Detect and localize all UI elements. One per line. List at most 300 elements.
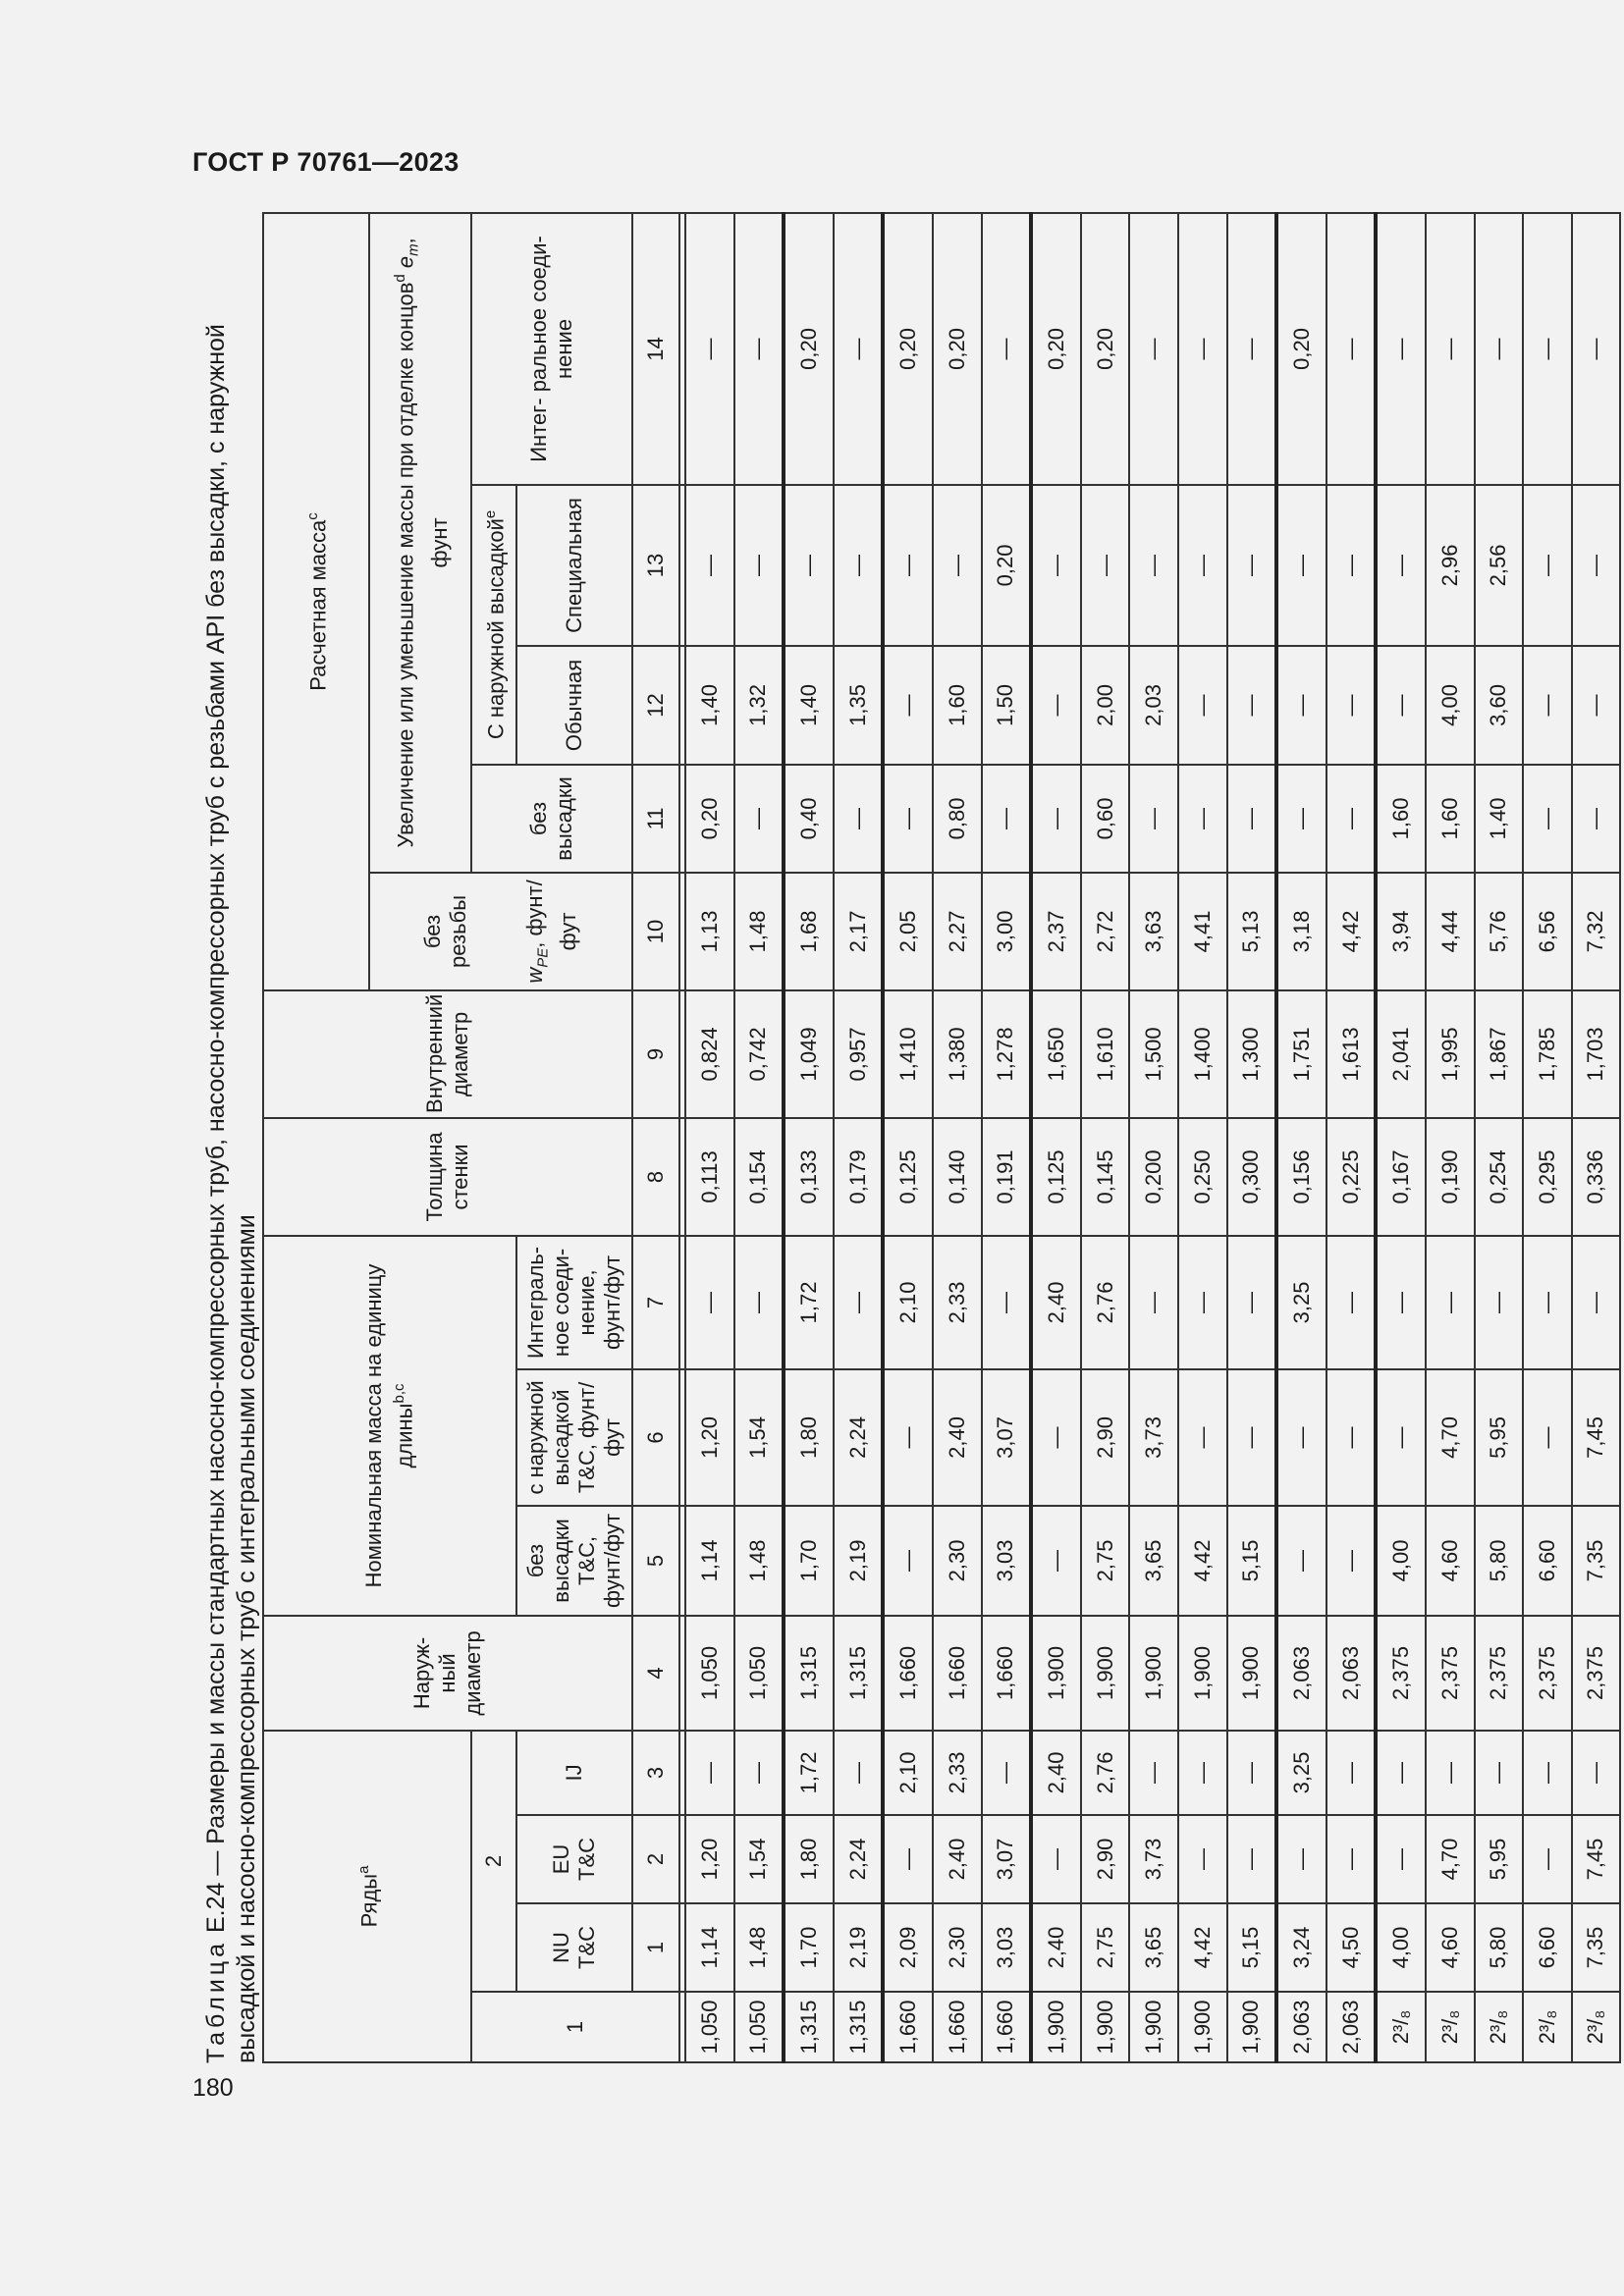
table-cell: — [1178,213,1227,485]
table-cell: 0,125 [883,1118,933,1236]
table-cell: 0,20 [933,213,982,485]
table-cell: 1,14 [685,1506,734,1616]
table-cell: 1,60 [1376,765,1426,873]
table-cell: 2,40 [933,1815,982,1903]
table-cell: 2,375 [1523,1616,1572,1731]
table-cell: 2,10 [883,1236,933,1369]
table-cell: — [1129,1236,1178,1369]
header-ordinary: Обычная [516,646,632,765]
table-cell: 1,40 [784,646,834,765]
column-number: 2 [632,1815,679,1903]
table-cell: 1,050 [734,1616,785,1731]
table-cell: 4,60 [1426,1903,1475,1992]
table-cell: 0,824 [685,990,734,1118]
table-row [1031,213,1081,2062]
caption-lead: Таблица [202,1939,230,2063]
table-cell: — [1326,1731,1377,1815]
table-cell: — [1572,1236,1621,1369]
table-cell: 2³/₈ [1523,1992,1572,2062]
column-number: 10 [632,873,679,990]
table-cell: 1,72 [784,1731,834,1815]
table-cell: 2,375 [1572,1616,1621,1731]
table-cell: 2,40 [933,1369,982,1506]
table-cell: 4,42 [1326,873,1377,990]
table-cell: 1,900 [1081,1616,1130,1731]
table-cell: 3,00 [982,873,1032,990]
table-cell: 2,05 [883,873,933,990]
table-cell: 2,063 [1326,1616,1377,1731]
table-cell: — [982,765,1032,873]
table-cell: 2,75 [1081,1903,1130,1992]
table-cell: — [1031,646,1081,765]
table-cell: 0,40 [784,765,834,873]
table-cell: 0,154 [734,1118,785,1236]
table-cell: — [1227,646,1277,765]
table-cell: 0,167 [1376,1118,1426,1236]
table-cell: 3,25 [1276,1731,1326,1815]
header-group-2: 2 [471,1731,516,1992]
table-cell: 1,049 [784,990,834,1118]
header-ext-upset-group [471,485,516,765]
table-cell: 1,650 [1031,990,1081,1118]
table-cell: 3,07 [982,1815,1032,1903]
table-cell: 1,785 [1523,990,1572,1118]
table-cell: 2,37 [1031,873,1081,990]
table-cell: 2,33 [933,1236,982,1369]
table-cell: 1,278 [982,990,1032,1118]
table-cell: 3,07 [982,1369,1032,1506]
table-cell: 2,27 [933,873,982,990]
table-cell: 5,15 [1227,1903,1277,1992]
table-cell: — [1178,646,1227,765]
table-cell: — [734,765,785,873]
table-row [1227,213,1277,2062]
table-cell: 1,54 [734,1369,785,1506]
table-cell: — [1426,213,1475,485]
table-row [1129,213,1178,2062]
table-cell: 1,14 [685,1903,734,1992]
table-cell: 2,063 [1326,1992,1377,2062]
column-number: 14 [632,213,679,485]
column-number: 13 [632,485,679,646]
table-cell: — [1031,485,1081,646]
table-cell: 3,03 [982,1506,1032,1616]
table-row [883,213,933,2062]
table-cell: — [1326,646,1377,765]
table-cell: 0,133 [784,1118,834,1236]
header-calc-mass-label: Расчетная масса [305,519,331,691]
table-cell: — [685,1236,734,1369]
table-cell: — [1276,646,1326,765]
header-ext-upset: с наружной высадкой T&C, фунт/фут [516,1369,632,1506]
table-cell: — [1178,485,1227,646]
table-cell: — [982,213,1032,485]
table-cell: 1,900 [1031,1616,1081,1731]
table-cell: — [834,765,884,873]
table-cell: 2,30 [933,1506,982,1616]
table-cell: 3,65 [1129,1506,1178,1616]
header-change-e-sub: m [405,243,422,256]
table-cell: — [1426,1731,1475,1815]
header-no-upset: без высадки T&C, фунт/фут [516,1506,632,1616]
table-row [734,213,785,2062]
header-nominal-mass-sup: b,c [391,1383,408,1404]
table-cell: 4,00 [1376,1506,1426,1616]
table-cell: 6,60 [1523,1903,1572,1992]
table-cell: — [685,485,734,646]
table-row [1572,213,1621,2062]
table-cell: 2,72 [1081,873,1130,990]
table-cell: 1,050 [734,1992,785,2062]
table-cell: — [1475,1731,1524,1815]
table-cell: — [1276,1815,1326,1903]
table-cell: 5,95 [1475,1369,1524,1506]
table-row [1326,213,1377,2062]
table-cell: 0,254 [1475,1118,1524,1236]
table-cell: 0,20 [784,213,834,485]
table-cell: 4,42 [1178,1903,1227,1992]
table-cell: 2,19 [834,1903,884,1992]
table-cell: 1,72 [784,1236,834,1369]
column-number: 9 [632,990,679,1118]
table-cell: 1,48 [734,1903,785,1992]
column-number: 11 [632,765,679,873]
table-cell: 1,80 [784,1369,834,1506]
table-cell: 0,140 [933,1118,982,1236]
table-cell: 5,15 [1227,1506,1277,1616]
header-group-1: 1 [471,1992,679,2062]
header-integral: Интеграль- ное соеди- нение, фунт/фут [516,1236,632,1369]
table-cell: 1,900 [1081,1992,1130,2062]
table-cell: 1,300 [1227,990,1277,1118]
table-row [1475,213,1524,2062]
table-cell: — [1129,213,1178,485]
table-cell: 1,660 [883,1616,933,1731]
table-cell: — [1572,485,1621,646]
table-cell: 7,35 [1572,1903,1621,1992]
table-cell: 0,250 [1178,1118,1227,1236]
table-cell: 1,48 [734,873,785,990]
table-cell: 1,900 [1129,1616,1178,1731]
table-cell: — [1031,1506,1081,1616]
table-cell: — [1376,1731,1426,1815]
table-cell: 2,24 [834,1369,884,1506]
table-cell: — [1523,1815,1572,1903]
table-cell: — [1129,1731,1178,1815]
column-number: 3 [632,1731,679,1815]
table-row [1081,213,1130,2062]
table-cell: 1,32 [734,646,785,765]
column-number: 7 [632,1236,679,1369]
table-cell: — [883,1815,933,1903]
table-row [1376,213,1426,2062]
table-cell: 1,660 [933,1992,982,2062]
table-cell: — [685,213,734,485]
table-cell: 4,70 [1426,1815,1475,1903]
header-integral-conn: Интег- ральное соеди- нение [471,213,632,485]
table-cell: — [1475,213,1524,485]
table-cell: 1,703 [1572,990,1621,1118]
table-cell: 1,35 [834,646,884,765]
table-cell: 2,19 [834,1506,884,1616]
column-number: 1 [632,1903,679,1992]
table-body [679,213,1620,2062]
table-cell: — [1031,1815,1081,1903]
table-cell: — [1031,1369,1081,1506]
header-change-sup: d [392,274,409,283]
table-cell: — [734,1731,785,1815]
header-inner-diameter: Внутренний диаметр [263,990,632,1118]
table-cell: — [1326,213,1377,485]
table-cell: 0,225 [1326,1118,1377,1236]
table-cell: 1,660 [883,1992,933,2062]
header-calc-mass-sup: c [304,512,322,520]
table-cell: — [1523,1369,1572,1506]
table-cell: 0,20 [883,213,933,485]
header-ij: IJ [516,1731,632,1815]
table-cell: — [982,1236,1032,1369]
table-cell: — [1572,1731,1621,1815]
table-cell: — [1178,1236,1227,1369]
header-nu: NU T&C [516,1903,632,1992]
table-cell: — [1523,213,1572,485]
header-no-thread [369,873,632,990]
header-wall-thickness: Толщина стенки [263,1118,632,1236]
column-number: 12 [632,646,679,765]
table-cell: 0,191 [982,1118,1032,1236]
table-cell: 4,00 [1426,646,1475,765]
table-cell: 2³/₈ [1376,1992,1426,2062]
table-cell: — [1129,765,1178,873]
table-cell: 1,48 [734,1506,785,1616]
table-cell: 1,20 [685,1815,734,1903]
rotated-table-block [201,214,1608,2063]
table-cell: 2,375 [1376,1616,1426,1731]
table-row [685,213,734,2062]
table-cell: — [1376,1369,1426,1506]
table-cell: 1,660 [933,1616,982,1731]
column-number: 6 [632,1369,679,1506]
table-cell: — [734,213,785,485]
table-cell: 2³/₈ [1572,1992,1621,2062]
table-cell: — [1475,1236,1524,1369]
table-cell: 2,17 [834,873,884,990]
header-nominal-mass-label: Номинальная масса на единицу длины [361,1263,417,1588]
table-cell: 0,156 [1276,1118,1326,1236]
table-cell: — [1523,646,1572,765]
table-cell: 2,40 [1031,1903,1081,1992]
table-cell: — [1276,485,1326,646]
header-w-sub: PE [534,947,552,968]
table-cell: 3,73 [1129,1369,1178,1506]
table-cell: 1,70 [784,1506,834,1616]
header-w-symbol: w [521,967,547,984]
table-cell: 3,94 [1376,873,1426,990]
table-cell: 1,20 [685,1369,734,1506]
table-cell: — [1523,485,1572,646]
table-cell: — [1326,1815,1377,1903]
caption-text: Е.24 — Размеры и массы стандартных насосно-компрессорных труб, насосно-компрессорных труб с резьбами API без высадки, с наружной высадкой и насосно-компрессорных труб с интегральными соединениями [202,324,260,2063]
table-cell: 3,63 [1129,873,1178,990]
table-cell: — [1523,1236,1572,1369]
table-cell: 3,18 [1276,873,1326,990]
header-calc-mass [263,213,369,990]
table-cell: — [1178,1731,1227,1815]
header-change-e: e [393,255,418,275]
table-cell: — [1326,1506,1377,1616]
header-change-label: Увеличение или уменьшение массы при отделке концов [393,282,418,848]
table-cell: 1,900 [1129,1992,1178,2062]
header-w-unit: , фунт/фут [521,880,581,951]
table-cell: 0,179 [834,1118,884,1236]
table-cell: — [1227,1815,1277,1903]
table-cell: — [1376,1236,1426,1369]
table-cell: 0,295 [1523,1118,1572,1236]
table-cell: — [1572,213,1621,485]
column-number: 8 [632,1118,679,1236]
table-cell: 1,315 [834,1992,884,2062]
table-cell: 3,03 [982,1903,1032,1992]
table-cell: 2³/₈ [1475,1992,1524,2062]
table-cell: — [1227,1236,1277,1369]
table-cell: 1,751 [1276,990,1326,1118]
header-rows-label: Ряды [356,1873,382,1928]
table-cell: 1,660 [982,1992,1032,2062]
table-cell: 2,30 [933,1903,982,1992]
table-cell: — [1376,213,1426,485]
table-cell: — [1276,765,1326,873]
table-cell: 2,375 [1475,1616,1524,1731]
table-cell: 2,09 [883,1903,933,1992]
table-cell: 3,25 [1276,1236,1326,1369]
table-cell: 1,60 [1426,765,1475,873]
table-cell: 4,42 [1178,1506,1227,1616]
table-cell: 1,60 [933,646,982,765]
table-cell: 2,00 [1081,646,1130,765]
table-cell: 4,60 [1426,1506,1475,1616]
table-cell: 0,60 [1081,765,1130,873]
table-cell: 0,336 [1572,1118,1621,1236]
column-number-row [632,213,679,2062]
table-cell: 7,45 [1572,1815,1621,1903]
header-change [369,213,471,873]
header-nominal-mass [263,1236,516,1616]
table-cell: 3,65 [1129,1903,1178,1992]
table-cell: 0,20 [1276,213,1326,485]
table-cell: 1,050 [685,1616,734,1731]
table-cell: — [734,1236,785,1369]
table-cell: 1,80 [784,1815,834,1903]
table-cell: 5,76 [1475,873,1524,990]
table-cell: 2,40 [1031,1236,1081,1369]
table-cell: — [1523,1731,1572,1815]
table-cell: 6,56 [1523,873,1572,990]
table-cell: 4,50 [1326,1903,1377,1992]
table-cell: 2,063 [1276,1992,1326,2062]
table-cell: — [834,213,884,485]
table-cell: 0,300 [1227,1118,1277,1236]
table-row [834,213,884,2062]
table-cell: 5,95 [1475,1815,1524,1903]
table-cell: 0,742 [734,990,785,1118]
header-ext-upset-label: С наружной высадкой [483,518,509,740]
table-cell: 1,315 [784,1992,834,2062]
table-cell: 1,54 [734,1815,785,1903]
table-cell: 3,60 [1475,646,1524,765]
table-cell: 0,957 [834,990,884,1118]
table-cell: 1,315 [784,1616,834,1731]
table-cell: 0,125 [1031,1118,1081,1236]
table-cell: 0,20 [685,765,734,873]
page-number: 180 [192,2074,234,2102]
table-cell: — [784,485,834,646]
table-cell: 5,80 [1475,1903,1524,1992]
table-cell: 0,200 [1129,1118,1178,1236]
column-number: 4 [632,1616,679,1731]
table-cell: — [1326,1236,1377,1369]
table-cell: — [1276,1506,1326,1616]
table-cell: — [1326,1369,1377,1506]
table-cell: 0,113 [685,1118,734,1236]
table-cell: 0,80 [933,765,982,873]
table-row [933,213,982,2062]
table-cell: — [1276,1369,1326,1506]
table-cell: 1,400 [1178,990,1227,1118]
table-cell: — [1376,1815,1426,1903]
table-cell: 5,80 [1475,1506,1524,1616]
table-cell: — [1227,213,1277,485]
header-special: Специальная [516,485,632,646]
table-cell: 6,60 [1523,1506,1572,1616]
table-row [1523,213,1572,2062]
table-cell: — [1376,485,1426,646]
table-cell: 2,33 [933,1731,982,1815]
table-cell: 1,315 [834,1616,884,1731]
table-row [1426,213,1475,2062]
table-cell: 2³/₈ [1426,1992,1475,2062]
table-cell: — [1326,765,1377,873]
table-cell: — [1227,1731,1277,1815]
table-cell: 1,900 [1178,1992,1227,2062]
table-cell: 1,900 [1031,1992,1081,2062]
table-cell: 4,70 [1426,1369,1475,1506]
table-cell: — [1426,1236,1475,1369]
table-cell: 1,867 [1475,990,1524,1118]
table-cell: 0,20 [1031,213,1081,485]
table-cell: — [1326,485,1377,646]
table-cell: 1,68 [784,873,834,990]
header-change-unit: , фунт [393,238,452,568]
table-cell: 5,13 [1227,873,1277,990]
table-row [784,213,834,2062]
table-cell: — [883,485,933,646]
table-cell: 2,90 [1081,1369,1130,1506]
table-cell: 2,10 [883,1731,933,1815]
table-caption [201,214,262,2063]
table-cell: 1,380 [933,990,982,1118]
table-cell: 2,041 [1376,990,1426,1118]
column-number: 5 [632,1506,679,1616]
table-cell: 0,20 [982,485,1032,646]
table-cell: 2,375 [1426,1616,1475,1731]
table-row [982,213,1032,2062]
table-cell: — [1376,646,1426,765]
table-cell: 4,41 [1178,873,1227,990]
table-cell: 2,76 [1081,1731,1130,1815]
table-cell: — [834,485,884,646]
table-cell: 2,90 [1081,1815,1130,1903]
table-cell: — [685,1731,734,1815]
